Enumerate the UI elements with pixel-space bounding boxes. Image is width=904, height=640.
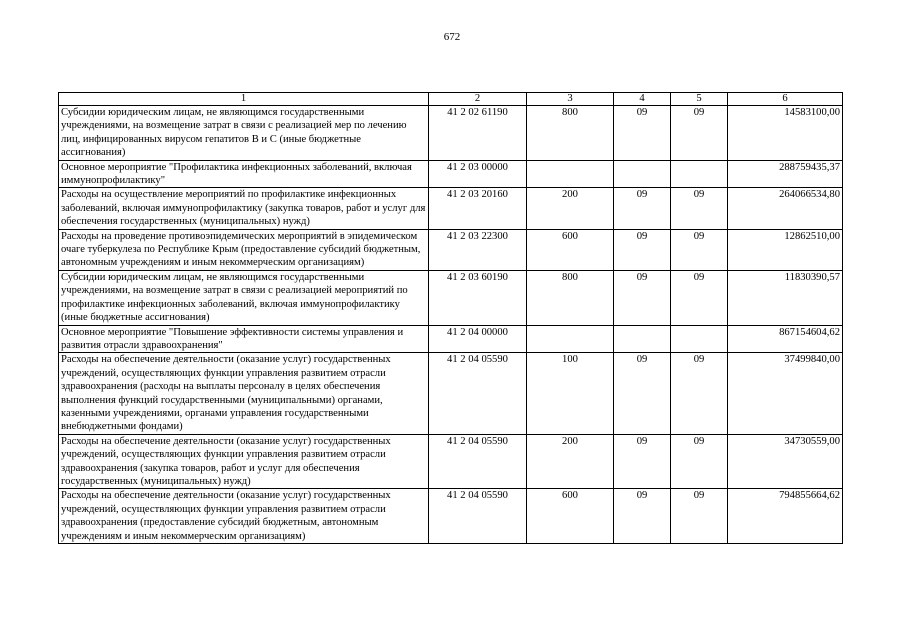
expense-type-cell: 100 (527, 353, 614, 434)
column-number-row (59, 93, 843, 106)
amount-cell: 14583100,00 (728, 106, 843, 161)
item-name-cell: Расходы на обеспечение деятельности (оказание услуг) государственных учреждений, осуществляющих функции управления развитием отрасли здравоохранения (предоставление субсидий бюджетным, автономным учреждениям и иным некоммерческим организациям) (59, 489, 429, 544)
item-name-cell: Основное мероприятие "Повышение эффективности системы управления и развития отрасли здравоохранения" (59, 325, 429, 353)
amount-cell: 794855664,62 (728, 489, 843, 544)
target-code-cell: 41 2 03 22300 (429, 229, 527, 270)
target-code-cell: 41 2 02 61190 (429, 106, 527, 161)
amount-cell: 264066534,80 (728, 188, 843, 229)
expense-type-cell: 200 (527, 434, 614, 489)
expense-type-cell (527, 160, 614, 188)
item-name-cell: Субсидии юридическим лицам, не являющимся государственными учреждениями, на возмещение затрат в связи с реализацией мер по лечению лиц, инфицированных вирусом гепатитов В и С (иные бюджетные ассигнования) (59, 106, 429, 161)
column-header: 1 (59, 93, 429, 106)
table-row (59, 489, 843, 544)
table-row (59, 160, 843, 188)
section-cell: 09 (614, 353, 671, 434)
subsection-cell: 09 (671, 489, 728, 544)
subsection-cell: 09 (671, 106, 728, 161)
item-name-cell: Расходы на проведение противоэпидемических мероприятий в эпидемическом очаге туберкулеза по Республике Крым (предоставление субсидий бюджетным, автономным учреждениям и иным некоммерческим организациям) (59, 229, 429, 270)
subsection-cell (671, 160, 728, 188)
item-name-cell: Расходы на обеспечение деятельности (оказание услуг) государственных учреждений, осуществляющих функции управления развитием отрасли здравоохранения (закупка товаров, работ и услуг для обеспечения государственных (муниципальных) нужд) (59, 434, 429, 489)
amount-cell: 34730559,00 (728, 434, 843, 489)
item-name-cell: Субсидии юридическим лицам, не являющимся государственными учреждениями, на возмещение затрат в связи с реализацией мероприятий по профилактике инфекционных заболеваний, включая иммунопрофилактику (иные бюджетные ассигнования) (59, 270, 429, 325)
table-row (59, 353, 843, 434)
column-header: 3 (527, 93, 614, 106)
subsection-cell: 09 (671, 270, 728, 325)
subsection-cell (671, 325, 728, 353)
target-code-cell: 41 2 03 60190 (429, 270, 527, 325)
amount-cell: 37499840,00 (728, 353, 843, 434)
expense-type-cell: 800 (527, 106, 614, 161)
amount-cell: 867154604,62 (728, 325, 843, 353)
section-cell: 09 (614, 489, 671, 544)
target-code-cell: 41 2 04 00000 (429, 325, 527, 353)
target-code-cell: 41 2 04 05590 (429, 353, 527, 434)
section-cell: 09 (614, 270, 671, 325)
column-header: 4 (614, 93, 671, 106)
amount-cell: 288759435,37 (728, 160, 843, 188)
target-code-cell: 41 2 04 05590 (429, 434, 527, 489)
item-name-cell: Расходы на обеспечение деятельности (оказание услуг) государственных учреждений, осуществляющих функции управления развитием отрасли здравоохранения (расходы на выплаты персоналу в целях обеспечения выполнения функций государственными (муниципальными) органами, казенными учреждениями, органами управления государственными внебюджетными фондами) (59, 353, 429, 434)
page-number: 672 (443, 31, 461, 43)
table-row (59, 229, 843, 270)
section-cell: 09 (614, 434, 671, 489)
section-cell: 09 (614, 229, 671, 270)
target-code-cell: 41 2 04 05590 (429, 489, 527, 544)
column-header: 6 (728, 93, 843, 106)
expense-type-cell: 200 (527, 188, 614, 229)
subsection-cell: 09 (671, 353, 728, 434)
section-cell (614, 325, 671, 353)
section-cell: 09 (614, 106, 671, 161)
expense-type-cell: 600 (527, 489, 614, 544)
budget-table (58, 92, 843, 544)
expense-type-cell: 600 (527, 229, 614, 270)
subsection-cell: 09 (671, 188, 728, 229)
section-cell (614, 160, 671, 188)
table-row (59, 270, 843, 325)
table-row (59, 106, 843, 161)
expense-type-cell: 800 (527, 270, 614, 325)
section-cell: 09 (614, 188, 671, 229)
subsection-cell: 09 (671, 229, 728, 270)
column-header: 5 (671, 93, 728, 106)
target-code-cell: 41 2 03 00000 (429, 160, 527, 188)
subsection-cell: 09 (671, 434, 728, 489)
item-name-cell: Основное мероприятие "Профилактика инфекционных заболеваний, включая иммунопрофилактику" (59, 160, 429, 188)
column-header: 2 (429, 93, 527, 106)
expense-type-cell (527, 325, 614, 353)
table-row (59, 434, 843, 489)
target-code-cell: 41 2 03 20160 (429, 188, 527, 229)
item-name-cell: Расходы на осуществление мероприятий по профилактике инфекционных заболеваний, включая иммунопрофилактику (закупка товаров, работ и услуг для обеспечения государственных (муниципальных) нужд) (59, 188, 429, 229)
amount-cell: 11830390,57 (728, 270, 843, 325)
amount-cell: 12862510,00 (728, 229, 843, 270)
table-row (59, 188, 843, 229)
table-row (59, 325, 843, 353)
